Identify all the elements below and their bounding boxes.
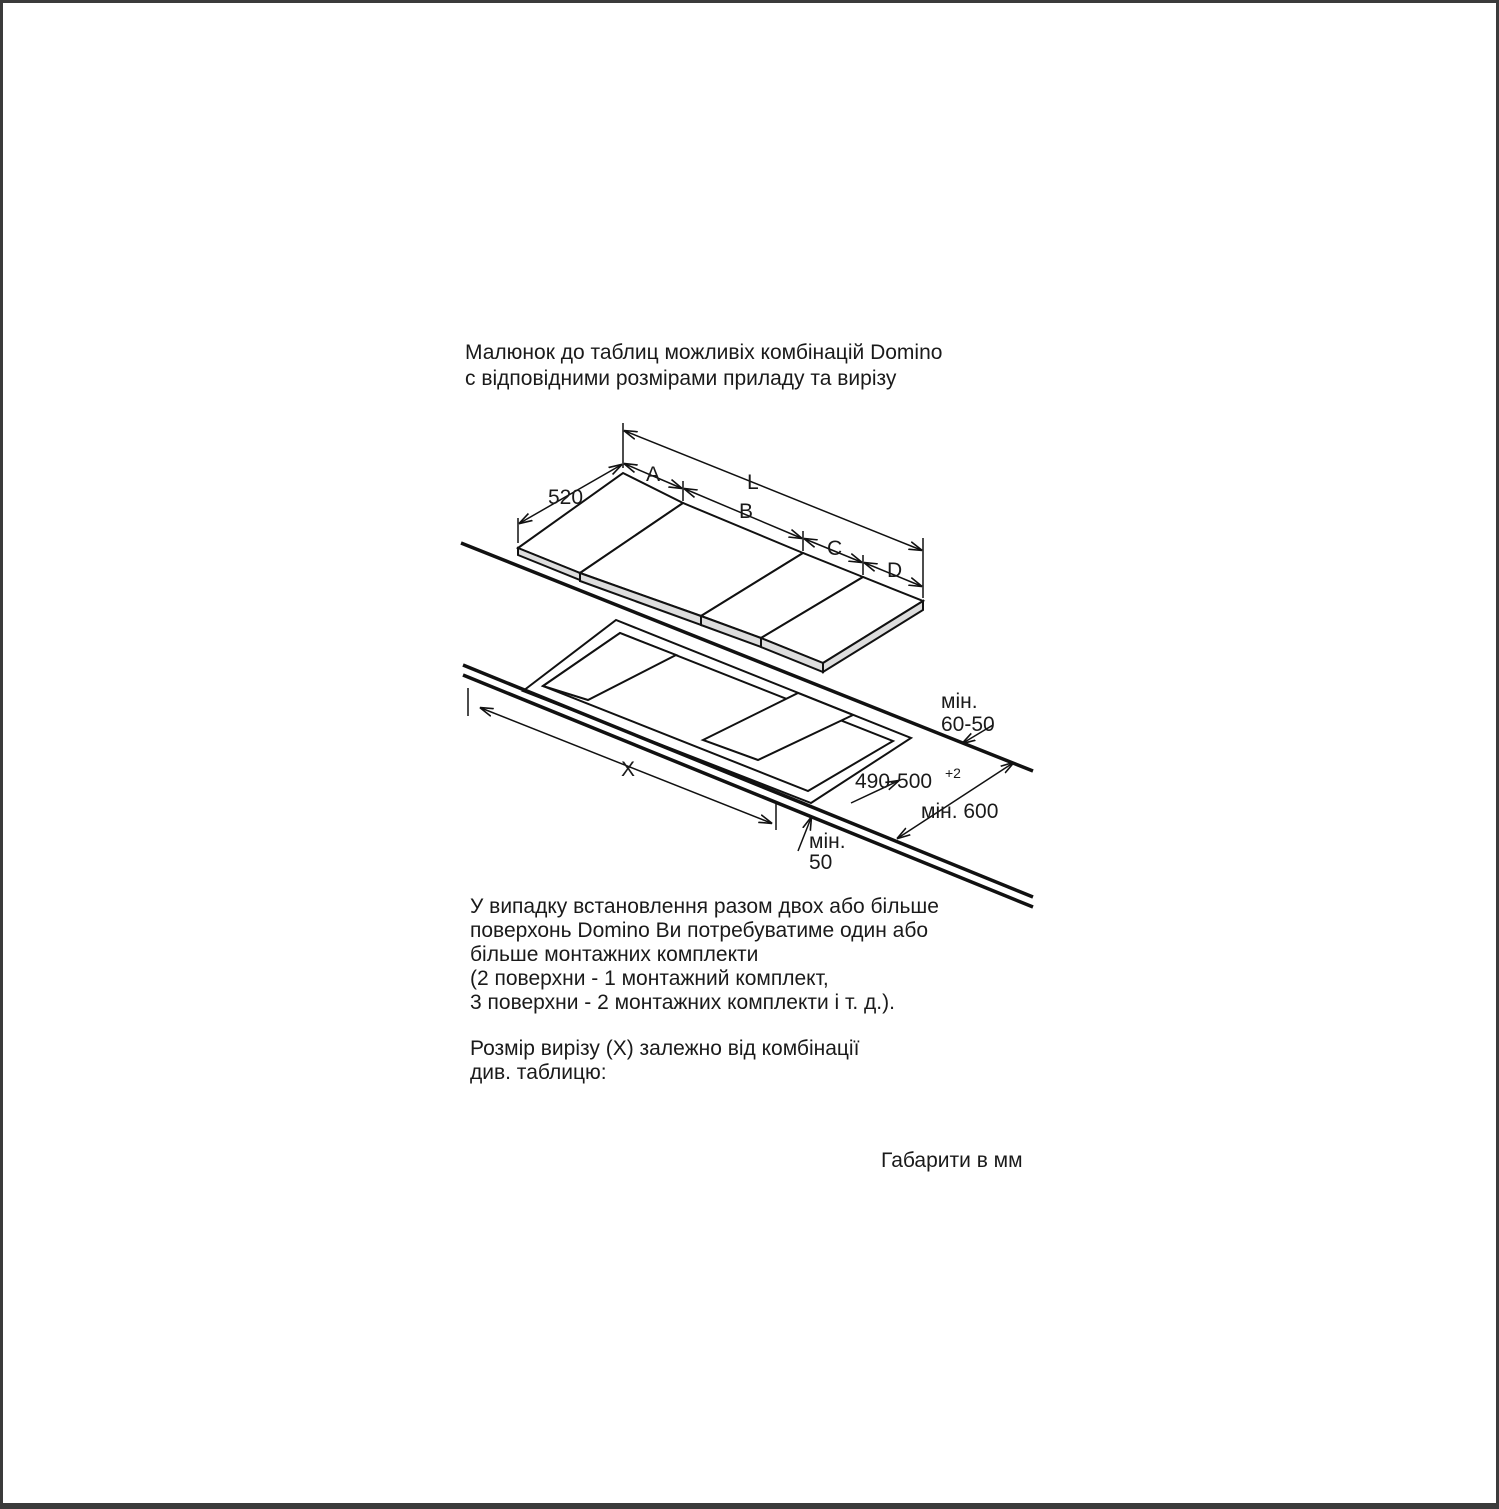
label-l: L <box>747 471 759 494</box>
drawing-sheet <box>3 3 1496 1503</box>
installation-notes <box>470 895 939 1085</box>
label-min-front: мін. <box>809 830 846 853</box>
label-520: 520 <box>548 486 584 509</box>
note-line-1: У випадку встановлення разом двох або більше <box>470 895 939 918</box>
label-490-500: 490-500 <box>855 770 933 793</box>
label-b: B <box>739 500 754 523</box>
caption-line-2: с відповідними розмірами приладу та вирізу <box>465 367 897 390</box>
label-60-50: 60-50 <box>941 713 995 736</box>
label-a: A <box>646 463 661 486</box>
note-line-3: більше монтажних комплекти <box>470 943 759 966</box>
label-50: 50 <box>809 851 833 874</box>
caption-line-1: Малюнок до таблиц можливіх комбінацій Domino <box>465 341 943 364</box>
label-d: D <box>887 559 903 582</box>
note-line-5: 3 поверхни - 2 монтажних комплекти і т. д.). <box>470 991 895 1014</box>
label-tolerance: +2 <box>945 765 961 781</box>
note-line-4: (2 поверхни - 1 монтажний комплект, <box>470 967 829 990</box>
units-note: Габарити в мм <box>881 1149 1023 1172</box>
label-x: X <box>621 758 636 781</box>
note-line-2: поверхонь Domino Ви потребуватиме один або <box>470 919 929 942</box>
label-c: C <box>827 537 843 560</box>
note-spacer <box>470 1015 939 1037</box>
label-min-600: мін. 600 <box>921 800 999 823</box>
installation-drawing <box>3 3 1496 1503</box>
note-line-6: Розмір вирізу (X) залежно від комбінації <box>470 1037 860 1060</box>
note-line-7: див. таблицю: <box>470 1061 607 1084</box>
label-min-edge: мін. <box>941 690 978 713</box>
